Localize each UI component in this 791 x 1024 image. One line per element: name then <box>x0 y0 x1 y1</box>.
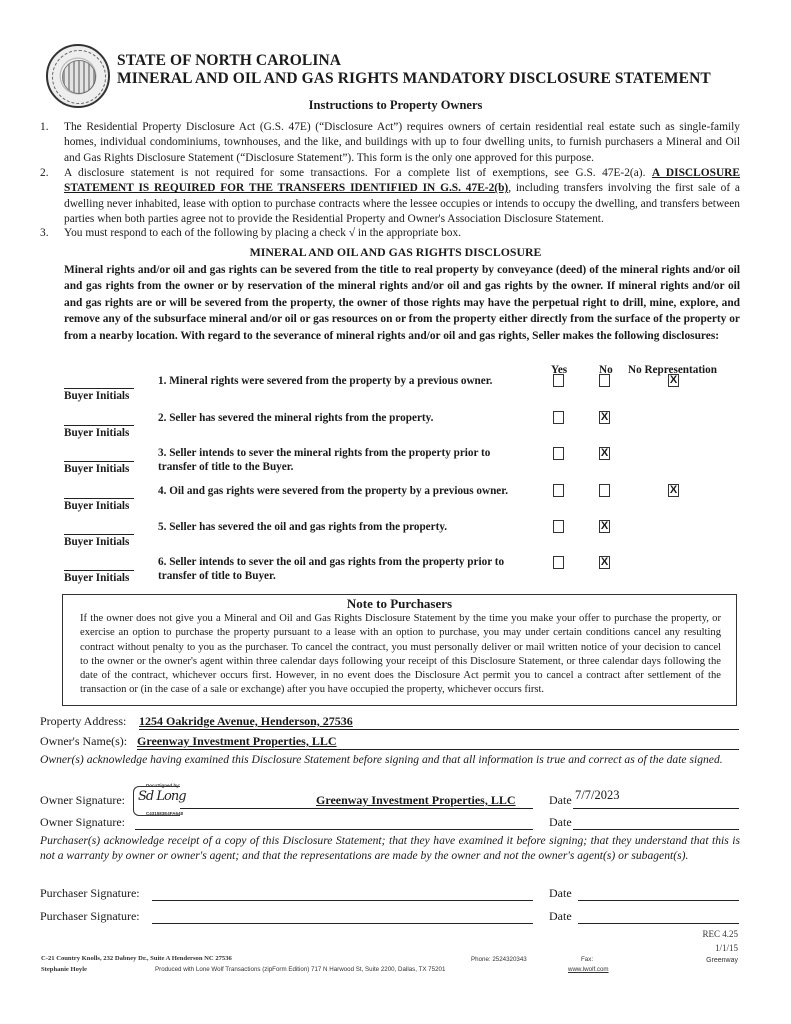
property-address-label: Property Address: <box>40 714 127 728</box>
checkbox-no[interactable] <box>599 484 610 497</box>
instruction-number: 3. <box>40 227 49 239</box>
purchaser-date-label: Date <box>549 886 572 900</box>
owner-signature-2-line[interactable] <box>135 829 533 830</box>
form-title-state: STATE OF NORTH CAROLINA <box>117 52 342 69</box>
checkbox-no[interactable]: X <box>600 447 609 459</box>
buyer-initials-line[interactable] <box>64 388 134 389</box>
checkbox-no-rep[interactable]: X <box>669 374 678 386</box>
purchaser-date-line[interactable] <box>578 900 739 901</box>
note-to-purchasers <box>62 594 737 706</box>
disclosure-question: 6. Seller intends to sever the oil and gas rights from the property prior to transfer of title to Buyer. <box>158 556 505 583</box>
form-code: REC 4.25 <box>702 929 738 939</box>
buyer-initials-label: Buyer Initials <box>64 500 130 512</box>
owners-name-label: Owner's Name(s): <box>40 734 128 748</box>
owner-date-2-line[interactable] <box>573 829 739 830</box>
column-no: No <box>599 364 613 376</box>
instruction-number: 1. <box>40 121 49 133</box>
note-heading: Note to Purchasers <box>346 596 453 611</box>
disclosure-question: 5. Seller has severed the oil and gas rights from the property. <box>158 521 448 533</box>
checkbox-yes[interactable] <box>553 447 564 460</box>
office-address: C-21 Country Knolls, 232 Dabney Dr., Suite A Henderson NC 27536 <box>41 955 232 962</box>
purchaser-date-2-label: Date <box>549 909 572 923</box>
buyer-initials-line[interactable] <box>64 570 134 571</box>
property-address-line <box>139 729 739 730</box>
owner-signature-line[interactable] <box>180 808 533 809</box>
owner-date-label: Date <box>549 793 572 807</box>
checkbox-no[interactable]: X <box>600 556 609 568</box>
agent-name: Stephanie Hoyle <box>41 966 87 973</box>
disclosure-question: 1. Mineral rights were severed from the property by a previous owner. <box>158 375 493 387</box>
buyer-initials-label: Buyer Initials <box>64 427 130 439</box>
note-body: If the owner does not give you a Mineral and Oil and Gas Rights Disclosure Statement by the time you make your offer to purchase the property, or exercise an option to purchase the property pursuant to a lease with an option to purchase, you may under certain conditions cancel any resulting contract without penalty to you as the purchaser. To cancel the contract, you must personally deliver or mail written notice of your decision to cancel to the owner or the owner's agent within three calendar days following your receipt of this Disclosure Statement, or three calendar days following the date of the contract, whichever occurs first. However, in no event does the Disclosure Act permit you to cancel a contract after settlement of the transaction or (in the case of a sale or exchange) after you have occupied the property, whichever occurs first. <box>80 613 721 696</box>
buyer-initials-label: Buyer Initials <box>64 463 130 475</box>
file-name: Greenway <box>706 957 738 964</box>
buyer-initials-line[interactable] <box>64 498 134 499</box>
docusign-caption: DocuSigned by: <box>146 783 181 788</box>
instruction-text: A disclosure statement is not required for some transactions. For a complete list of exemptions, see G.S. 47E-2(a). <box>64 167 652 179</box>
purchaser-signature-label: Purchaser Signature: <box>40 886 140 900</box>
owners-name-line <box>137 749 739 750</box>
buyer-initials-label: Buyer Initials <box>64 536 130 548</box>
disclosure-question: 4. Oil and gas rights were severed from the property by a previous owner. <box>158 485 509 497</box>
instruction-item-1: The Residential Property Disclosure Act (G.S. 47E) (“Disclosure Act”) requires owners of certain residential real estate such as single-family homes, individual condominiums, townhouses, and the like, and buildings with up to four dwelling units, to furnish purchasers a Mineral and Oil and Gas Rights Disclosure Statement (“Disclosure Statement”). This form is the only one approved for this purpose. <box>64 121 740 164</box>
purchaser-signature-line[interactable] <box>152 900 533 901</box>
checkbox-no[interactable]: X <box>600 411 609 423</box>
instruction-number: 2. <box>40 167 49 179</box>
checkbox-no[interactable]: X <box>600 520 609 532</box>
checkbox-no-rep[interactable]: X <box>669 484 678 496</box>
purchaser-date-2-line[interactable] <box>578 923 739 924</box>
instruction-text: , including transfers involving the first sale of a dwelling never inhabited, lease with option to purchase contracts where the lessee occupies or intends to occupy the dwelling, and transfers between parties when both parties agree not to provide the Residential Property and Owner's Association Disclosure Statement. <box>64 182 740 226</box>
instruction-item-3: You must respond to each of the following by placing a check √ in the appropriate box. <box>64 227 462 239</box>
buyer-initials-label: Buyer Initials <box>64 390 130 402</box>
owner-date-line <box>573 808 739 809</box>
docusign-id: C431583E4FA648 <box>146 811 184 816</box>
owner-date-field[interactable]: 7/7/2023 <box>575 788 620 802</box>
owner-signature-2-label: Owner Signature: <box>40 815 125 829</box>
fax: Fax: <box>581 956 594 963</box>
checkbox-yes[interactable] <box>553 374 564 387</box>
column-yes: Yes <box>551 364 568 376</box>
checkbox-yes[interactable] <box>553 520 564 533</box>
disclosure-intro: Mineral rights and/or oil and gas rights can be severed from the title to real property by conveyance (deed) of the mineral rights and/or oil and gas rights from the owner or by reservation of the mineral rights and/or oil and gas rights by the owner. If mineral rights and/or oil and gas rights are or will be severed from the property, the owner of those rights may have the perpetual right to drill, mine, explore, and remove any of the subsurface mineral and/or oil or gas resources on or from the property either directly from the surface of the property or from a nearby location. With regard to the severance of mineral rights and/or oil and gas rights, Seller makes the following disclosures: <box>64 264 740 342</box>
buyer-initials-line[interactable] <box>64 461 134 462</box>
property-address-field[interactable]: 1254 Oakridge Avenue, Henderson, 27536 <box>139 714 353 728</box>
owner-date-2-label: Date <box>549 815 572 829</box>
phone: Phone: 2524320343 <box>471 956 527 963</box>
checkbox-no[interactable] <box>599 374 610 387</box>
disclosure-question: 3. Seller intends to sever the mineral rights from the property prior to transfer of title to the Buyer. <box>158 447 491 474</box>
instruction-item-2 <box>64 166 740 228</box>
form-title: MINERAL AND OIL AND GAS RIGHTS MANDATORY DISCLOSURE STATEMENT <box>117 70 711 87</box>
owner-signature-image[interactable]: Sd Long <box>138 789 186 804</box>
owner-signature-label: Owner Signature: <box>40 793 125 807</box>
checkbox-yes[interactable] <box>553 411 564 424</box>
instruction-emphasis: A DISCLOSURE STATEMENT IS REQUIRED FOR THE TRANSFERS IDENTIFIED IN G.S. 47E-2(b) <box>64 167 740 195</box>
purchaser-signature-2-line[interactable] <box>152 923 533 924</box>
owner-acknowledgement: Owner(s) acknowledge having examined this Disclosure Statement before signing and that all information is true and correct as of the date signed. <box>40 753 723 766</box>
owner-signature-name: Greenway Investment Properties, LLC <box>316 793 516 807</box>
buyer-initials-line[interactable] <box>64 425 134 426</box>
produced-with: Produced with Lone Wolf Transactions (zipForm Edition) 717 N Harwood St, Suite 2200, Dallas, TX 75201 <box>155 966 446 973</box>
checkbox-yes[interactable] <box>553 484 564 497</box>
buyer-initials-label: Buyer Initials <box>64 572 130 584</box>
owners-name-field[interactable]: Greenway Investment Properties, LLC <box>137 734 337 748</box>
disclosure-heading: MINERAL AND OIL AND GAS RIGHTS DISCLOSURE <box>249 245 542 259</box>
lwolf-link[interactable]: www.lwolf.com <box>568 966 609 973</box>
disclosure-question: 2. Seller has severed the mineral rights from the property. <box>158 412 434 424</box>
purchaser-acknowledgement: Purchaser(s) acknowledge receipt of a copy of this Disclosure Statement; that they have examined it before signing; that they understand that this is not a warranty by owner or owner's agent; and that the representations are made by the owner and not the owner's agent(s) or subagent(s). <box>40 834 740 862</box>
form-revision-date: 1/1/15 <box>714 943 738 953</box>
purchaser-signature-2-label: Purchaser Signature: <box>40 909 140 923</box>
column-no-representation: No Representation <box>628 364 717 376</box>
checkbox-yes[interactable] <box>553 556 564 569</box>
instructions-heading: Instructions to Property Owners <box>308 98 483 112</box>
buyer-initials-line[interactable] <box>64 534 134 535</box>
